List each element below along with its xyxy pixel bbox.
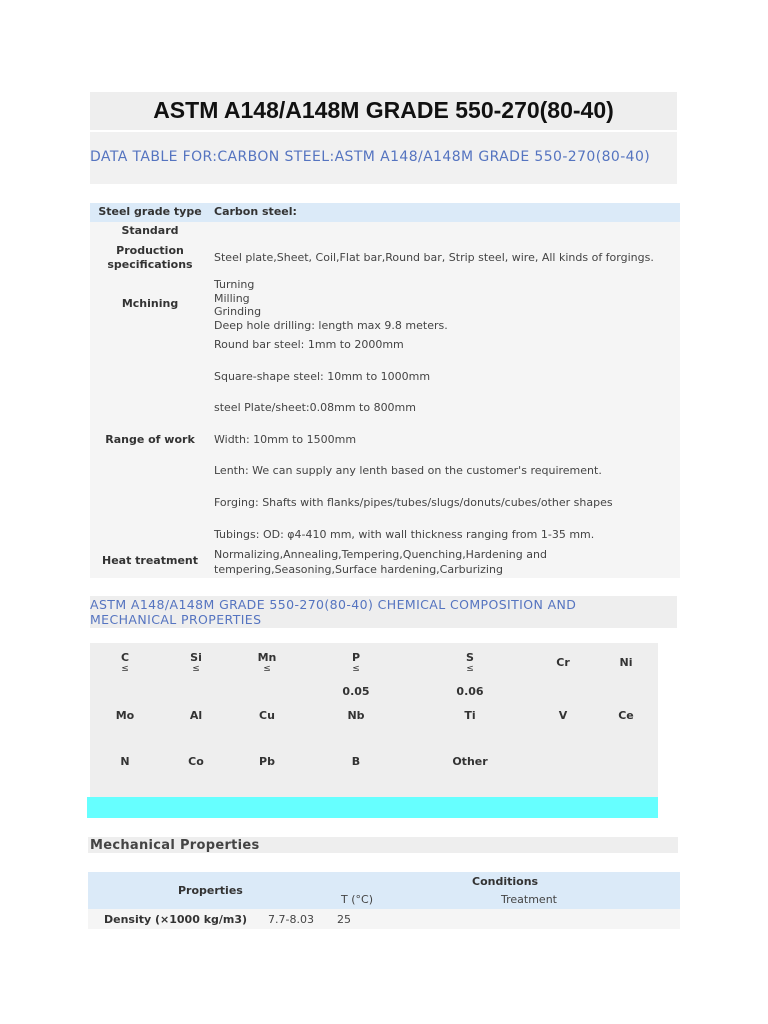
mech-treatment-header: Treatment: [501, 893, 557, 906]
range-line-5: Lenth: We can supply any lenth based on the customer's requirement.: [214, 464, 602, 477]
mech-table-header: [88, 872, 680, 909]
machining-line-3: Grinding: [214, 305, 262, 318]
production-value: Steel plate,Sheet, Coil,Flat bar,Round bar, Strip steel, wire, All kinds of forgings.: [214, 251, 654, 264]
mech-property-name: Density (×1000 kg/m3): [104, 913, 248, 926]
steel-grade-type-label: Steel grade type: [98, 205, 202, 218]
machining-line-4: Deep hole drilling: length max 9.8 meters.: [214, 318, 448, 332]
chem-composition-table: [90, 643, 658, 797]
steel-grade-type-value: Carbon steel:: [214, 205, 297, 218]
mech-conditions-header: Conditions: [472, 875, 539, 888]
chem-header-cr: Cr: [556, 656, 570, 669]
chem-title: ASTM A148/A148M GRADE 550-270(80-40) CHEMICAL COMPOSITION AND MECHANICAL PROPERTIES: [90, 597, 577, 627]
chem-header-cu: Cu: [259, 709, 275, 722]
chem-header-v: V: [558, 709, 568, 722]
mech-properties-header: Properties: [178, 884, 243, 897]
production-label: Production specifications: [107, 244, 193, 271]
chem-footer-bar: [87, 797, 658, 818]
chem-header-c: C ≤: [120, 651, 130, 674]
chem-header-mn: Mn ≤: [257, 651, 277, 674]
mech-title: Mechanical Properties: [90, 838, 260, 853]
machining-label: Mchining: [121, 297, 179, 310]
range-of-work-label: Range of work: [105, 433, 195, 446]
chem-header-mo: Mo: [115, 709, 135, 722]
chem-header-pb: Pb: [259, 755, 275, 768]
info-table: [90, 203, 680, 578]
chem-header-ce: Ce: [618, 709, 634, 722]
chem-header-p: P ≤: [351, 651, 361, 674]
mech-temp-header: T (°C): [341, 893, 373, 906]
chem-header-b: B: [351, 755, 361, 768]
heat-treatment-value: Normalizing,Annealing,Tempering,Quenching,Hardening and tempering,Seasoning,Surface hardening,Carburizing: [214, 548, 547, 576]
range-line-2: Square-shape steel: 10mm to 1000mm: [214, 370, 431, 383]
mech-property-value: 7.7-8.03: [268, 913, 314, 926]
range-line-1: Round bar steel: 1mm to 2000mm: [214, 338, 404, 351]
standard-label: Standard: [121, 224, 179, 237]
heat-treatment-label: Heat treatment: [101, 554, 198, 567]
chem-header-ti: Ti: [464, 709, 476, 722]
mech-property-temp: 25: [337, 913, 351, 926]
chem-header-al: Al: [189, 709, 203, 722]
chem-header-s: S ≤: [466, 651, 474, 674]
machining-line-1: Turning: [214, 278, 255, 291]
chem-header-n: N: [120, 755, 130, 768]
machining-line-2: Milling: [214, 291, 250, 305]
range-line-4: Width: 10mm to 1500mm: [214, 433, 357, 446]
chem-header-si: Si ≤: [190, 651, 202, 674]
range-line-7: Tubings: OD: φ4-410 mm, with wall thickness ranging from 1-35 mm.: [214, 528, 595, 541]
page-title: ASTM A148/A148M GRADE 550-270(80-40): [90, 92, 677, 130]
range-line-6: Forging: Shafts with flanks/pipes/tubes/slugs/donuts/cubes/other shapes: [214, 496, 613, 509]
chem-value-s: 0.06: [456, 685, 484, 698]
chem-header-co: Co: [188, 755, 204, 768]
chem-header-nb: Nb: [347, 709, 365, 722]
chem-value-p: 0.05: [342, 685, 370, 698]
chem-header-other: Other: [452, 755, 488, 768]
table-row: [88, 909, 680, 929]
chem-header-ni: Ni: [619, 656, 633, 669]
data-table-title: DATA TABLE FOR:CARBON STEEL:ASTM A148/A148M GRADE 550-270(80-40): [90, 149, 651, 165]
range-line-3: steel Plate/sheet:0.08mm to 800mm: [214, 401, 416, 414]
